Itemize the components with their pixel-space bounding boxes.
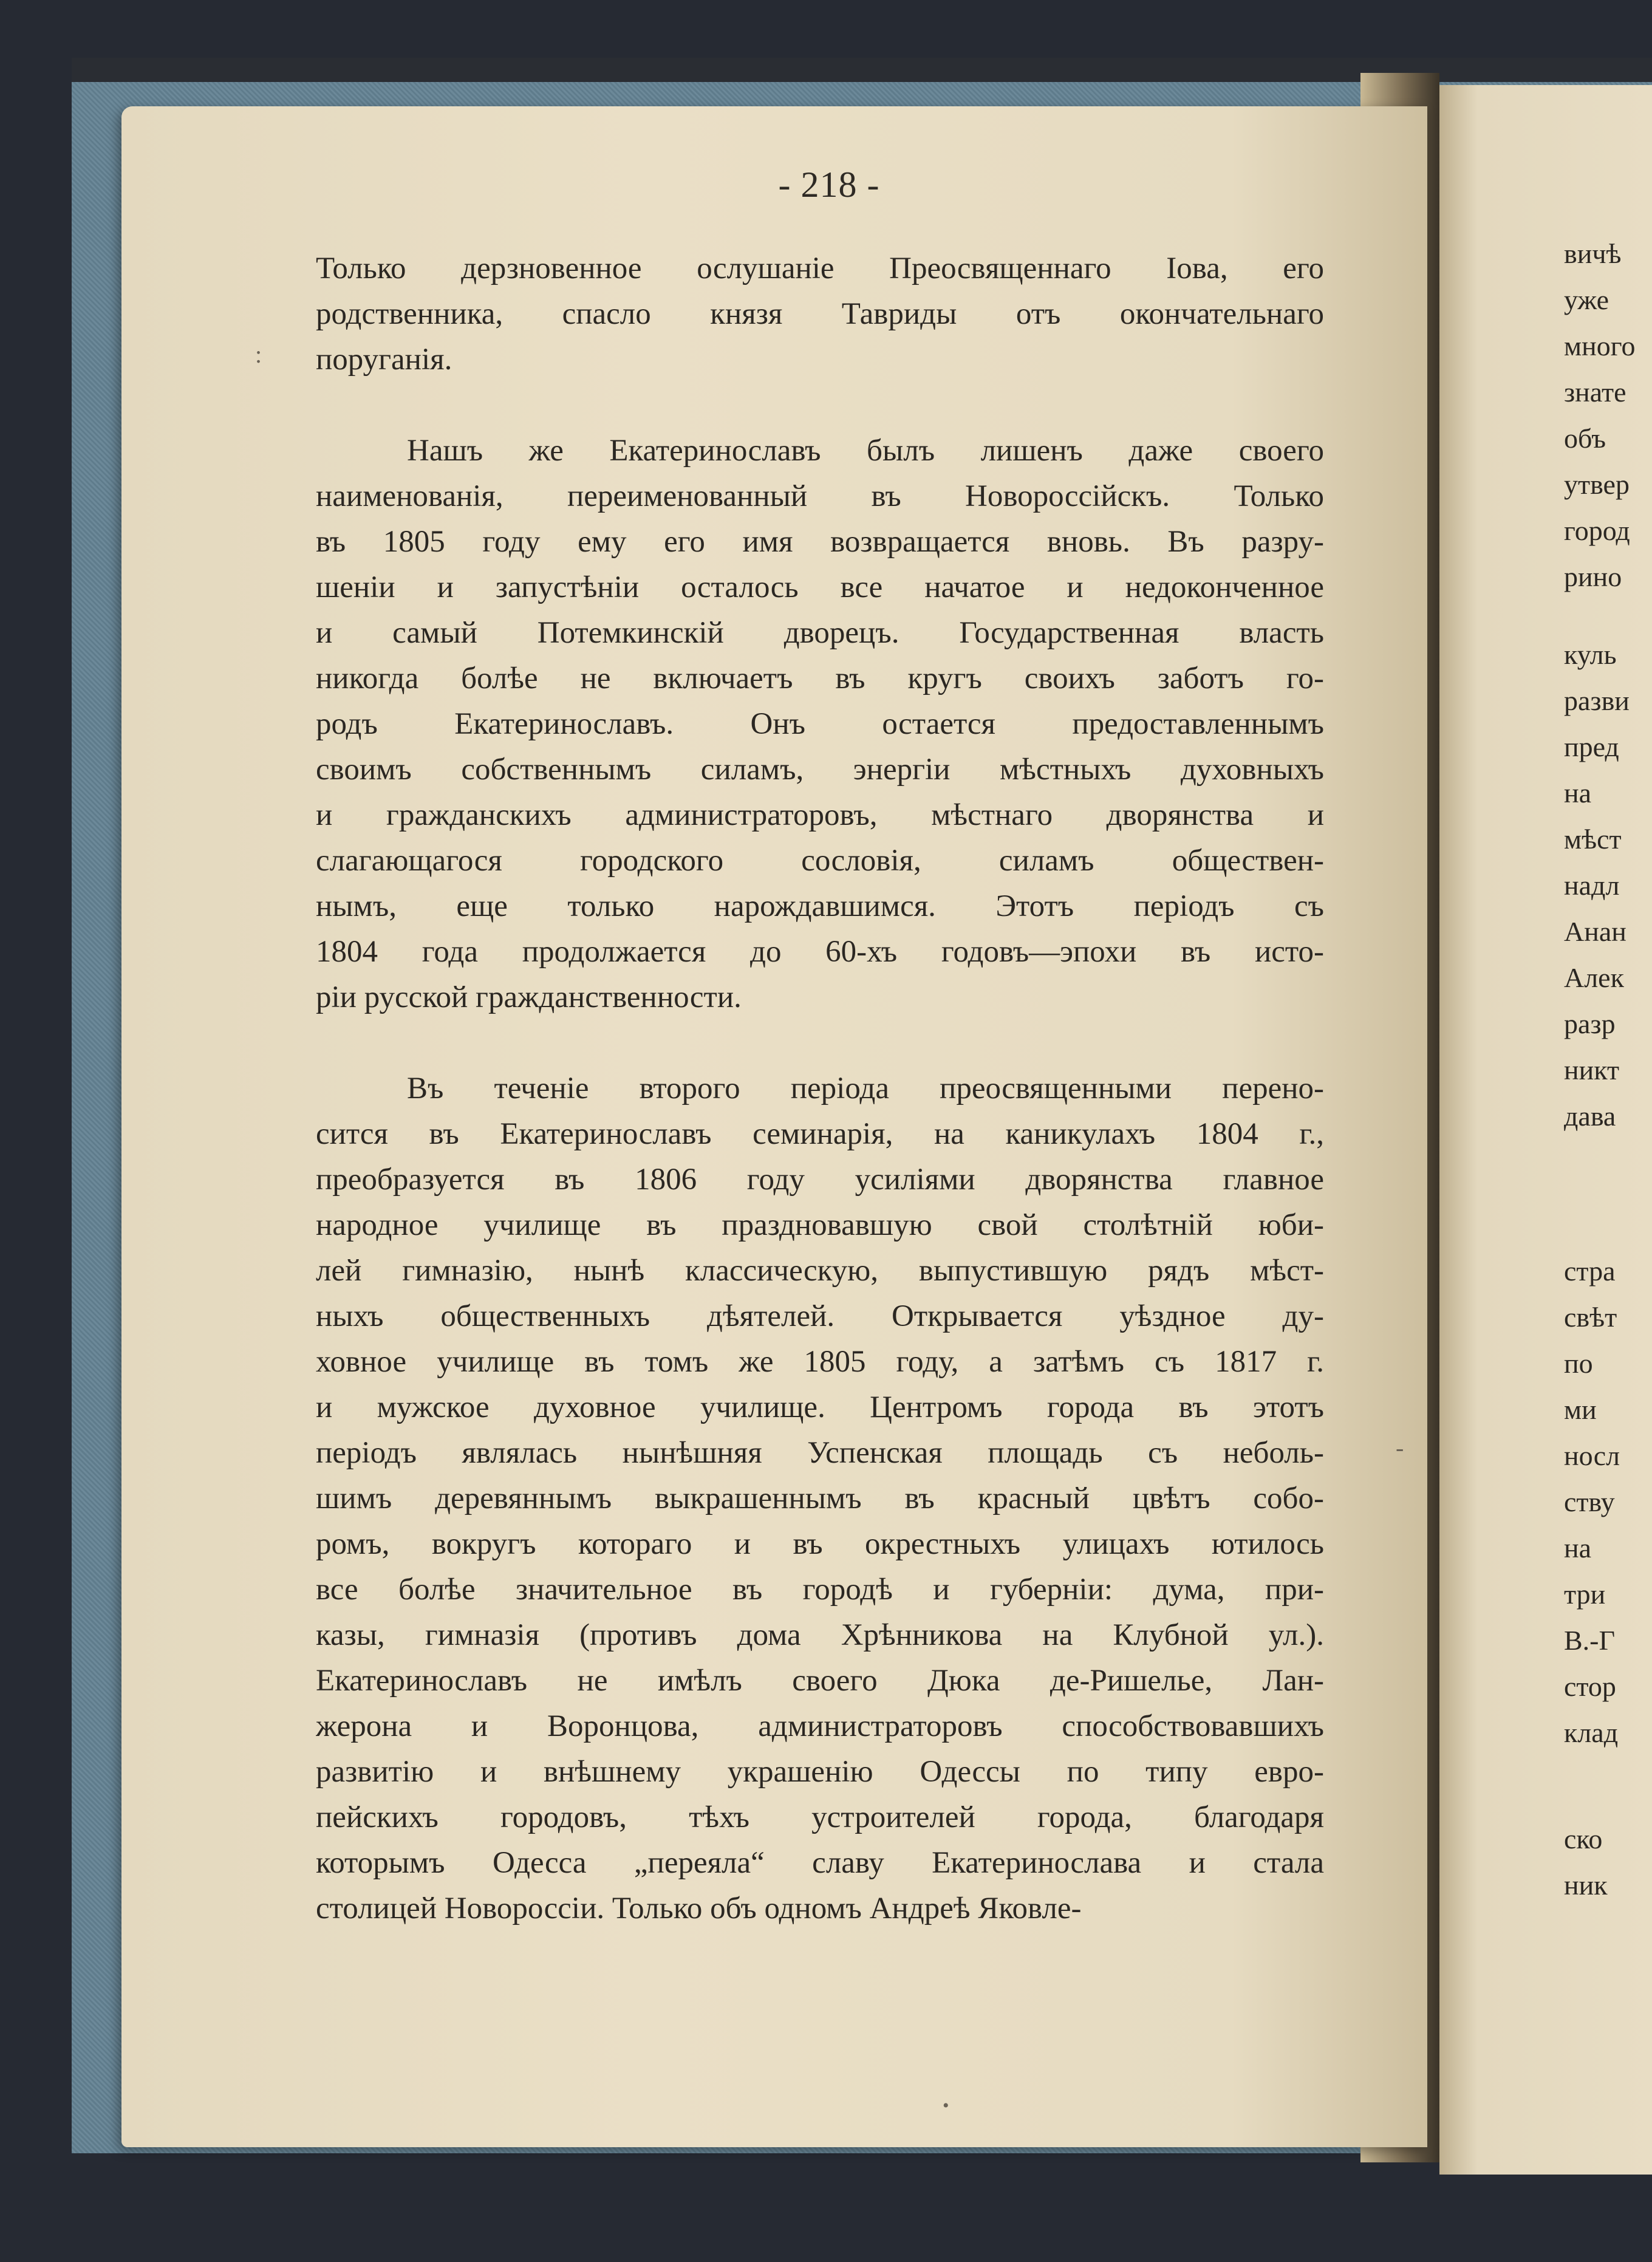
text-line: своимъ собственнымъ силамъ, энергіи мѣстныхъ духовныхъ <box>316 753 1324 787</box>
facing-page-line: В.-Г <box>1564 1625 1616 1656</box>
paragraph <box>316 246 1324 383</box>
text-line: шимъ деревяннымъ выкрашеннымъ въ красный цвѣтъ собо- <box>316 1481 1324 1515</box>
facing-page-line: рино <box>1564 561 1622 592</box>
facing-page-line: куль <box>1564 639 1617 670</box>
facing-page-line: стор <box>1564 1671 1616 1702</box>
text-line: 1804 года продолжается до 60-хъ годовъ—эпохи въ исто- <box>316 935 1324 969</box>
text-line: слагающагося городского сословія, силамъ обществен- <box>316 844 1324 878</box>
text-line: и самый Потемкинскій дворецъ. Государственная власть <box>316 616 1324 650</box>
text-line: ріи русской гражданственности. <box>316 980 742 1014</box>
margin-mark-dash: - <box>1396 1434 1404 1461</box>
facing-page-line: объ <box>1564 423 1606 454</box>
text-line: родственника, спасло князя Тавриды отъ окончательнаго <box>316 297 1324 331</box>
text-line: столицей Новороссіи. Только объ одномъ Андреѣ Яковле- <box>316 1891 1082 1925</box>
text-line: казы, гимназія (противъ дома Хрѣнникова на Клубной ул.). <box>316 1618 1324 1652</box>
text-line: пейскихъ городовъ, тѣхъ устроителей города, благодаря <box>316 1800 1324 1834</box>
facing-page-line: носл <box>1564 1440 1620 1471</box>
paragraph-gap <box>316 383 1324 428</box>
page-number: - 218 - <box>778 165 880 205</box>
text-line: все болѣе значительное въ городѣ и губерніи: дума, при- <box>316 1573 1324 1607</box>
text-line: ховное училище въ томъ же 1805 году, а затѣмъ съ 1817 г. <box>316 1345 1324 1379</box>
facing-page-line: свѣт <box>1564 1302 1617 1333</box>
text-line: шеніи и запустѣніи осталось все начатое и недоконченное <box>316 570 1324 604</box>
margin-mark-dot: • <box>943 2096 949 2116</box>
facing-page-line: вичѣ <box>1564 238 1622 269</box>
facing-page-text-block-2 <box>1564 632 1652 1140</box>
facing-page-line: знате <box>1564 377 1626 408</box>
text-line: нымъ, еще только нарождавшимся. Этотъ періодъ съ <box>316 889 1324 923</box>
text-line: и мужское духовное училище. Центромъ города въ этотъ <box>316 1390 1324 1424</box>
facing-page-line: пред <box>1564 731 1619 762</box>
text-line: которымъ Одесса „переяла“ славу Екатеринослава и стала <box>316 1846 1324 1880</box>
text-line: Екатеринославъ не имѣлъ своего Дюка де-Ришелье, Лан- <box>316 1664 1324 1698</box>
facing-page-line: ству <box>1564 1486 1615 1517</box>
facing-page-line: мѣст <box>1564 824 1622 855</box>
text-line: сится въ Екатеринославъ семинарія, на каникулахъ 1804 г., <box>316 1117 1324 1151</box>
facing-page-line: разви <box>1564 685 1630 716</box>
facing-page-line: утвер <box>1564 469 1630 500</box>
facing-page-line: Анан <box>1564 916 1626 947</box>
text-line: и гражданскихъ администраторовъ, мѣстнаго дворянства и <box>316 798 1324 832</box>
text-line: развитію и внѣшнему украшенію Одессы по типу евро- <box>316 1755 1324 1789</box>
facing-page-line: дава <box>1564 1101 1616 1132</box>
facing-page-line: уже <box>1564 284 1609 315</box>
facing-page-line: никт <box>1564 1054 1620 1085</box>
text-line: ромъ, вокругъ котораго и въ окрестныхъ улицахъ ютилось <box>316 1527 1324 1561</box>
facing-page-line: ско <box>1564 1823 1603 1854</box>
facing-page-line: ми <box>1564 1394 1597 1425</box>
facing-page-line: ник <box>1564 1870 1608 1901</box>
text-line: въ 1805 году ему его имя возвращается вновь. Въ разру- <box>316 525 1324 559</box>
page-body-text <box>316 246 1324 1932</box>
facing-page-text-block-3 <box>1564 1248 1652 1756</box>
text-line: поруганія. <box>316 343 452 377</box>
facing-page-line: по <box>1564 1348 1593 1379</box>
paragraph-gap <box>316 1020 1324 1066</box>
text-line: періодъ являлась нынѣшняя Успенская площадь съ неболь- <box>316 1436 1324 1470</box>
facing-page-line: стра <box>1564 1256 1616 1286</box>
facing-page-text-block-4 <box>1564 1816 1652 1908</box>
paragraph <box>316 1066 1324 1932</box>
text-line: жерона и Воронцова, администраторовъ способствовавшихъ <box>316 1709 1324 1743</box>
text-line: Въ теченіе второго періода преосвященными перено- <box>407 1071 1324 1105</box>
paragraph <box>316 428 1324 1020</box>
facing-page-line: много <box>1564 330 1636 361</box>
facing-page-line: надл <box>1564 870 1620 901</box>
text-line: Только дерзновенное ослушаніе Преосвященнаго Іова, его <box>316 251 1324 285</box>
text-line: народное училище въ праздновавшую свой столѣтній юби- <box>316 1208 1324 1242</box>
facing-page-line: разр <box>1564 1008 1616 1039</box>
facing-page-line: на <box>1564 777 1592 808</box>
facing-page-line: клад <box>1564 1717 1619 1748</box>
text-line: родъ Екатеринославъ. Онъ остается предоставленнымъ <box>316 707 1324 741</box>
facing-page-line: Алек <box>1564 962 1624 993</box>
facing-page-text-block-1 <box>1564 231 1652 600</box>
text-line: преобразуется въ 1806 году усиліями дворянства главное <box>316 1163 1324 1197</box>
facing-page-line: три <box>1564 1579 1606 1610</box>
text-line: никогда болѣе не включаетъ въ кругъ своихъ заботъ го- <box>316 661 1324 695</box>
text-line: ныхъ общественныхъ дѣятелей. Открывается уѣздное ду- <box>316 1299 1324 1333</box>
margin-mark-colon: : <box>255 341 262 368</box>
text-line: Нашъ же Екатеринославъ былъ лишенъ даже своего <box>407 434 1324 468</box>
facing-page-line: на <box>1564 1532 1592 1563</box>
facing-page-line: город <box>1564 515 1630 546</box>
text-line: наименованія, переименованный въ Новороссійскъ. Только <box>316 479 1324 513</box>
text-line: лей гимназію, нынѣ классическую, выпустившую рядъ мѣст- <box>316 1254 1324 1288</box>
